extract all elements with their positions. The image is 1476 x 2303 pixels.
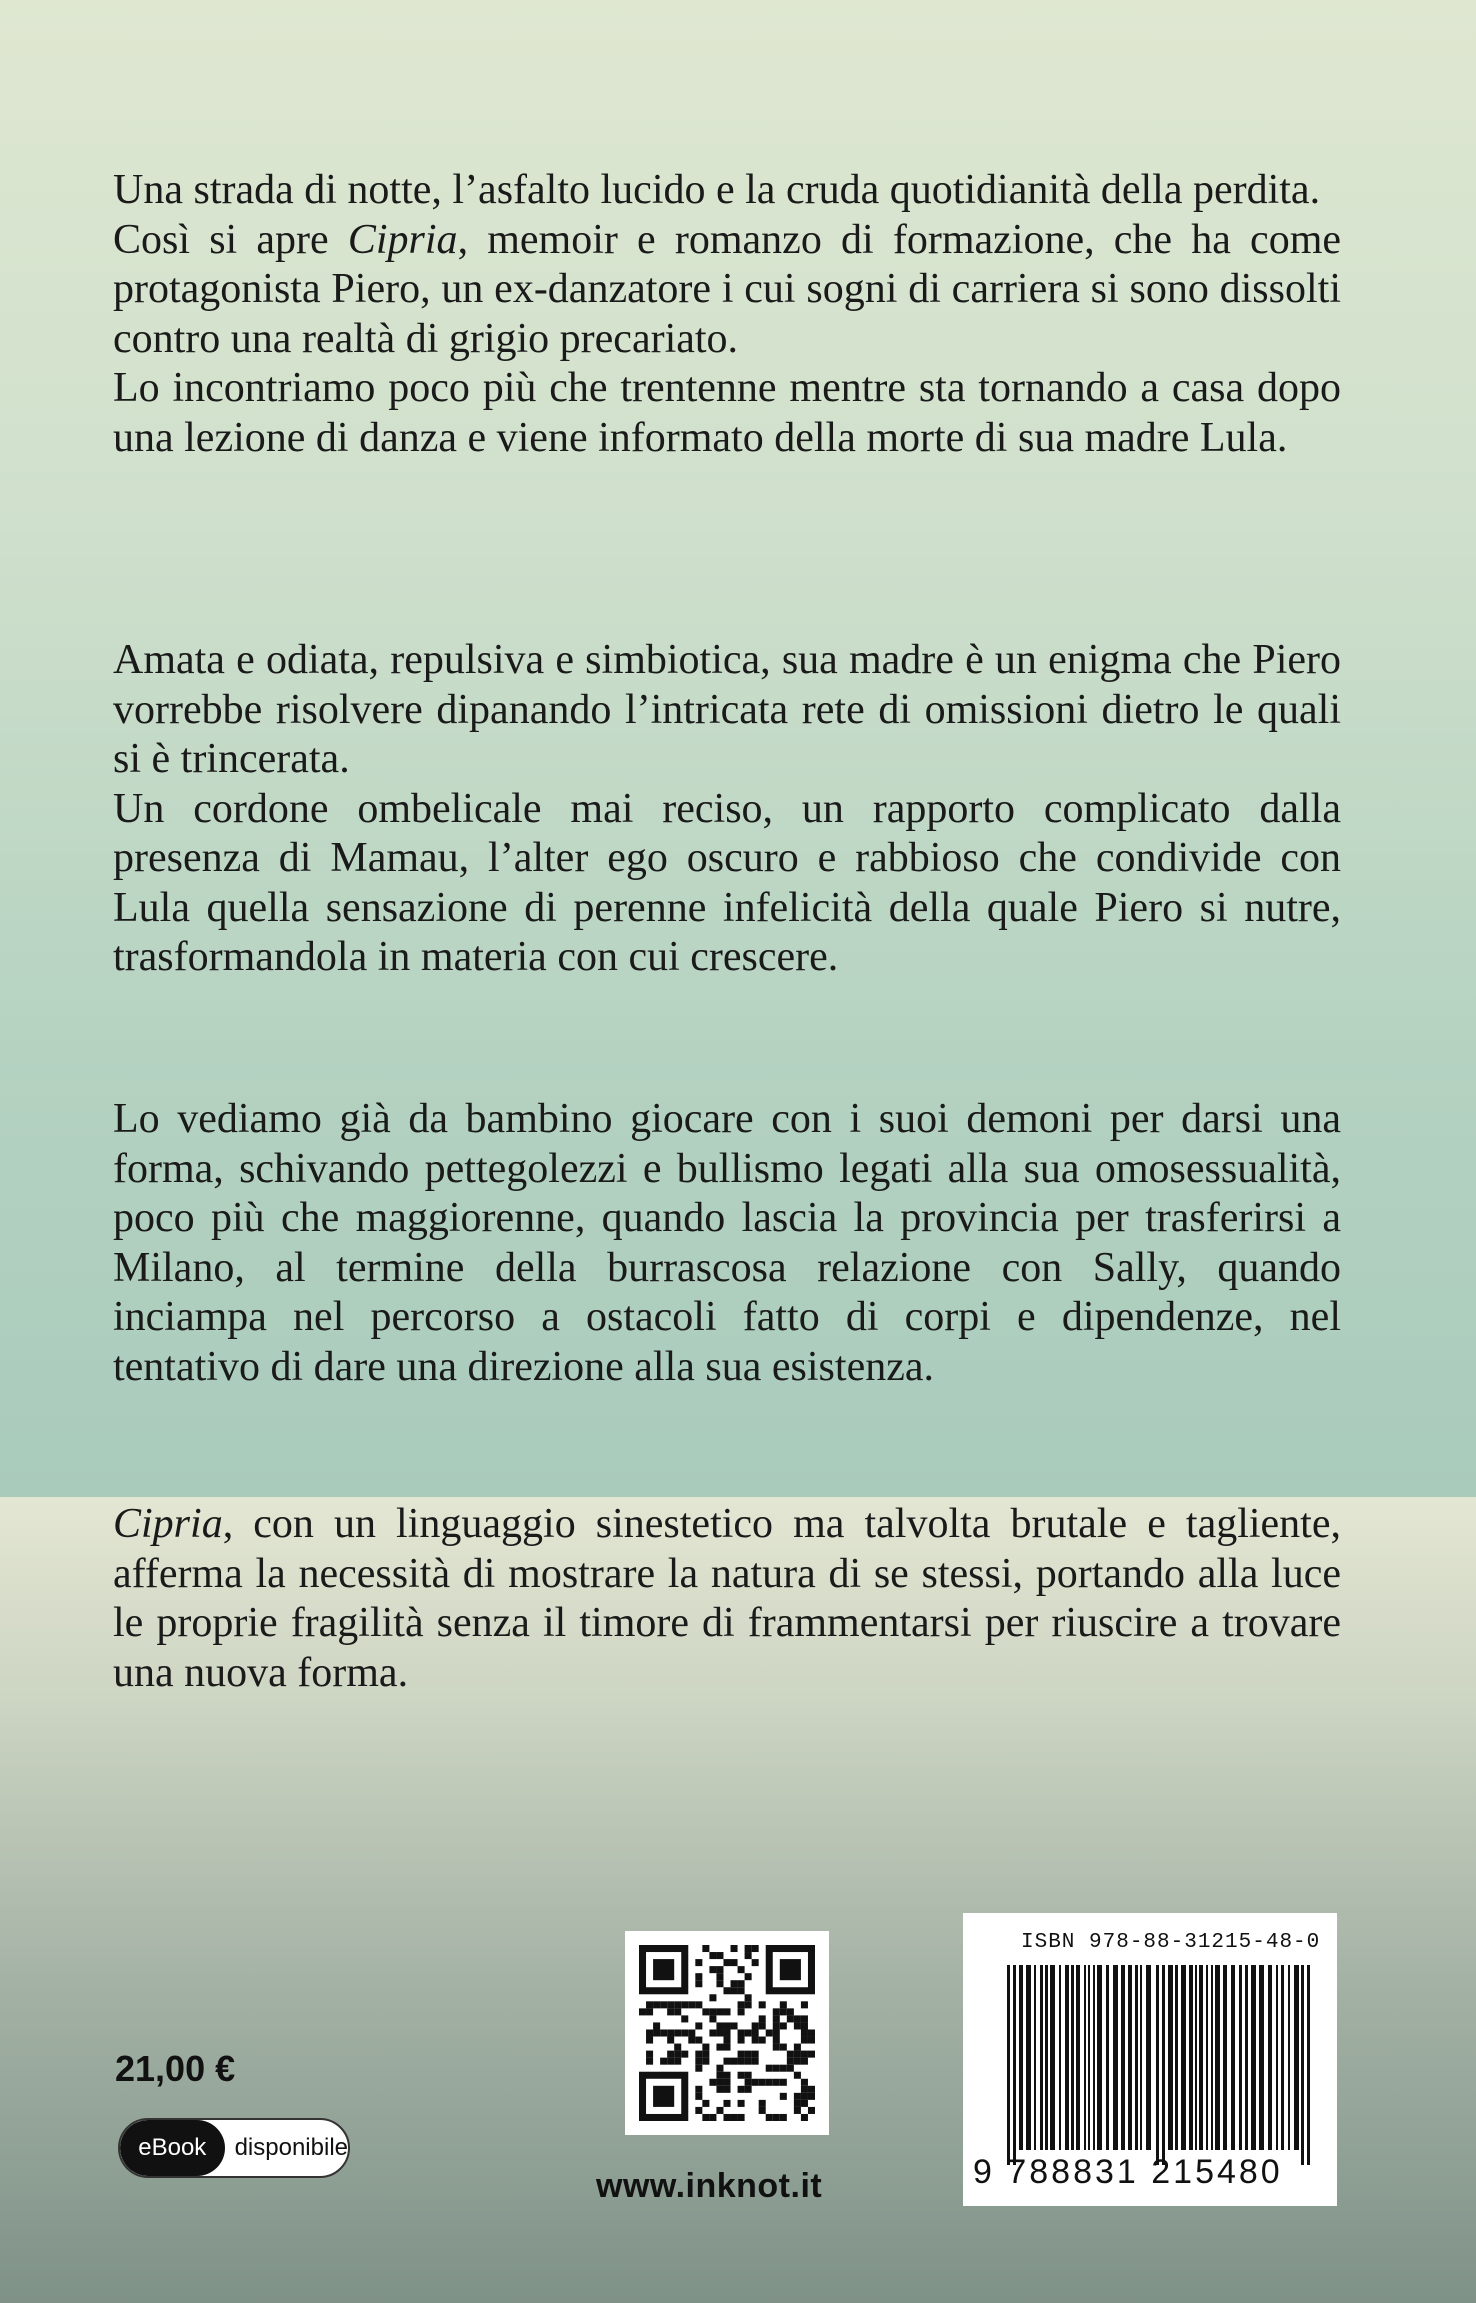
publisher-website: www.inknot.it xyxy=(596,2167,823,2205)
blurb-intro-rest: , memoir e romanzo di formazione, che ha come protagonista Piero, un ex-danzatore i cui sogni di carriera si sono dissolti contro una realtà di grigio precariato. xyxy=(113,216,1342,362)
blurb-childhood: Lo vediamo già da bambino giocare con i suoi demoni per darsi una forma, schivando pettegolezzi e bullismo legati alla sua omosessualità, poco più che maggiorenne, quando lascia la provincia per trasferirsi a Milano, al termine della burrascosa relazione con Sally, quando inciampa nel percorso a ostacoli fatto di corpi e dipendenze, nel tentativo di dare una direzione alla sua esistenza. xyxy=(113,1096,1341,1390)
ebook-available-label: disponibile xyxy=(234,2134,348,2161)
blurb-paragraph-2 xyxy=(113,636,1341,983)
ebook-available-badge xyxy=(118,2118,350,2178)
book-title-italic: Cipria xyxy=(347,216,458,263)
isbn-label: ISBN 978-88-31215-48-0 xyxy=(1021,1931,1321,1954)
qr-code-icon xyxy=(639,1945,815,2121)
qr-code xyxy=(625,1931,829,2135)
price-label: 21,00 € xyxy=(115,2048,236,2089)
blurb-paragraph-1 xyxy=(113,166,1341,463)
blurb-closing-rest: , con un linguaggio sinestetico ma talvolta brutale e tagliente, afferma la necessità di mostrare la natura di se stessi, portando alla luce le proprie fragilità senza il timore di frammentarsi per riuscire a trovare una nuova forma. xyxy=(113,1501,1341,1696)
blurb-intro xyxy=(113,216,1341,365)
blurb-mother-enigma: Amata e odiata, repulsiva e simbiotica, sua madre è un enigma che Piero vorrebbe risolvere dipanando l’intricata rete di omissioni dietro le quali si è trincerata. xyxy=(113,637,1341,782)
blurb-umbilical-cord: Un cordone ombelicale mai reciso, un rapporto complicato dalla presenza di Mamau, l’alter ego oscuro e rabbioso che condivide con Lula quella sensazione di perenne infelicità della quale Piero si nutre, trasformandola in materia con cui crescere. xyxy=(113,785,1341,980)
blurb-opening-line: Una strada di notte, l’asfalto lucido e la cruda quotidianità della perdita. xyxy=(113,167,1321,213)
blurb-meeting-piero: Lo incontriamo poco più che trentenne mentre sta tornando a casa dopo una lezione di danza e viene informato della morte di sua madre Lula. xyxy=(113,365,1341,461)
blurb-intro-prefix: Così si apre xyxy=(113,216,348,263)
blurb-paragraph-3 xyxy=(113,1095,1341,1392)
book-title-italic-2: Cipria xyxy=(113,1501,223,1547)
ebook-pill: eBook xyxy=(120,2120,225,2176)
blurb-closing xyxy=(113,1500,1341,1698)
isbn-barcode-box xyxy=(963,1913,1337,2206)
isbn-digits: 9 788831 215480 xyxy=(973,2153,1283,2191)
blurb-paragraph-4 xyxy=(113,1500,1341,1698)
